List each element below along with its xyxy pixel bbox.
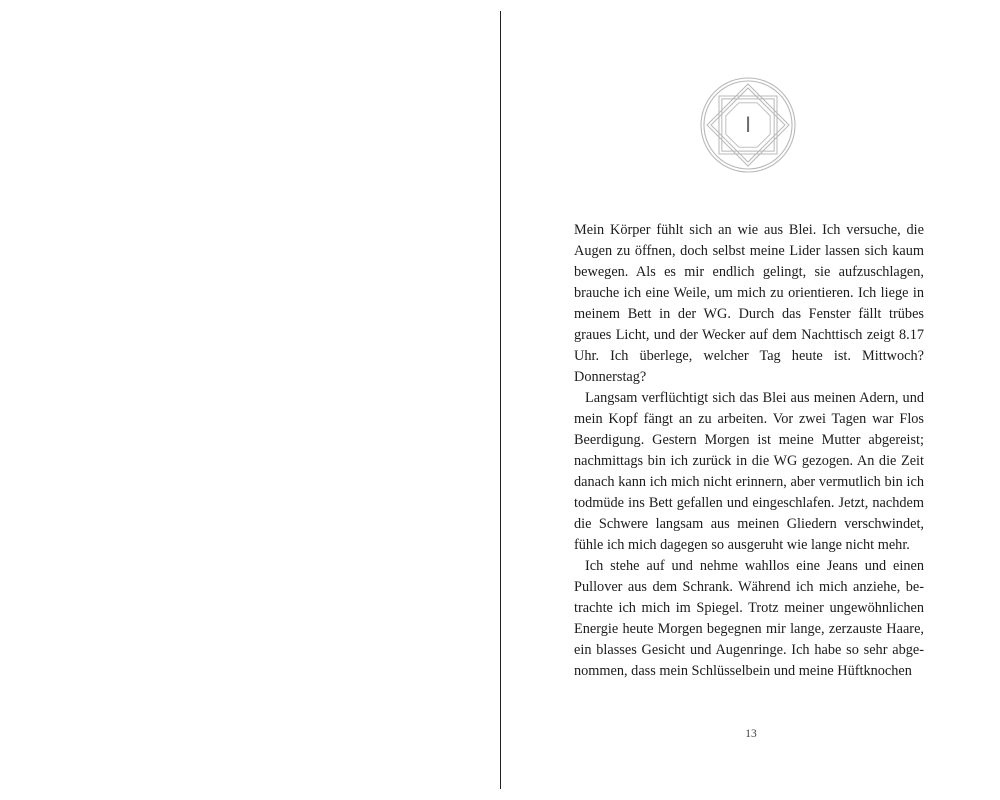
paragraph-2: Langsam verflüchtigt sich das Blei aus meinen Adern, und mein Kopf fängt an zu arbeiten. Vor zwei Tagen war Flos Beerdigung. Gestern Morgen ist meine Mutter abgereist; nachmittags bin ich zurück in die WG gezogen. An die Zeit danach kann ich mich nicht erinnern, aber vermutlich bin ich todmüde ins Bett gefallen und eingeschlafen. Jetzt, nachdem die Schwere langsam aus meinen Gliedern verschwindet, fühle ich mich dagegen so ausgeruht wie lange nicht mehr. <box>574 390 924 553</box>
paragraph-1: Mein Körper fühlt sich an wie aus Blei. Ich versuche, die Augen zu öffnen, doch selbst meine Lider lassen sich kaum bewegen. Als es mir endlich gelingt, sie aufzuschlagen, brauche ich eine Weile, um mich zu orientieren. Ich liege in meinem Bett in der WG. Durch das Fenster fällt trübes graues Licht, und der Wecker auf dem Nachttisch zeigt 8.17 Uhr. Ich überlege, welcher Tag heute ist. Mittwoch? Donnerstag? <box>574 222 924 385</box>
paragraph-3: Ich stehe auf und nehme wahllos eine Jeans und einen Pullover aus dem Schrank. Während ich mich anziehe, betrachte ich mich im Spiegel. Trotz meiner ungewöhnlichen Energie heute Morgen begegnen mir lange, zerzauste Haare, ein blasses Gesicht und Augenringe. Ich habe so sehr abgenommen, dass mein Schlüsselbein und meine Hüftknochen <box>574 558 924 679</box>
gutter-divider <box>500 11 501 789</box>
chapter-emblem-icon <box>698 75 798 175</box>
chapter-body-text <box>574 220 924 682</box>
chapter-number: I <box>744 112 752 137</box>
page-number: 13 <box>745 728 757 740</box>
right-page <box>502 0 1000 800</box>
